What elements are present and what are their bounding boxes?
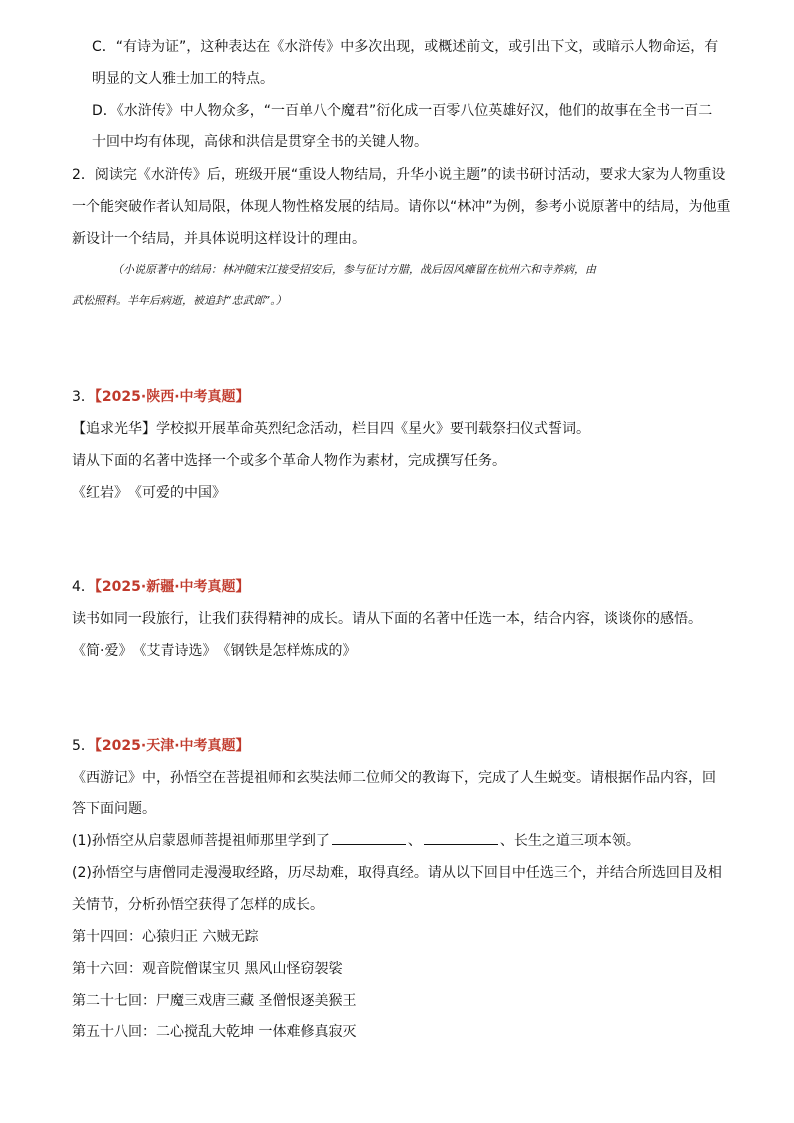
option-c-line-2: 明显的文人雅士加工的特点。 xyxy=(92,71,274,87)
q4-source-tag: 【2025·新疆·中考真题】 xyxy=(94,579,250,595)
q5-chapter-16: 第十六回：观音院僧谋宝贝 黑风山怪窃袈裟 xyxy=(72,961,343,977)
q3-source-tag: 【2025·陕西·中考真题】 xyxy=(94,389,250,405)
q5-source-tag: 【2025·天津·中考真题】 xyxy=(94,738,250,754)
q5-header xyxy=(72,736,250,756)
q5-sub1 xyxy=(72,831,640,851)
answer-blank-2[interactable] xyxy=(424,831,498,845)
q4-header xyxy=(72,577,250,597)
q3-header xyxy=(72,387,250,407)
option-d-line-2: 十回中均有体现，高俅和洪信是贯穿全书的关键人物。 xyxy=(92,134,428,150)
q4-number: 4． xyxy=(72,579,95,595)
q2-note-line-2: 武松照料。半年后病逝，被追封“忠武郎”。） xyxy=(72,294,287,307)
q5-sub1-prefix: (1)孙悟空从启蒙恩师菩提祖师那里学到了 xyxy=(72,833,330,849)
option-d-line-1: D．《水浒传》中人物众多，“一百单八个魔君”衍化成一百零八位英雄好汉，他们的故事在全书一百二 xyxy=(92,103,713,119)
q2-line-3: 新设计一个结局，并具体说明这样设计的理由。 xyxy=(72,231,366,247)
q5-sub1-suffix: 、长生之道三项本领。 xyxy=(499,833,640,849)
q4-books: 《简·爱》 《艾青诗选》 《钢铁是怎样炼成的》 xyxy=(72,643,357,659)
q5-chapter-58: 第五十八回：二心搅乱大乾坤 一体难修真寂灭 xyxy=(72,1024,357,1040)
q3-line-2: 请从下面的名著中选择一个或多个革命人物作为素材，完成撰写任务。 xyxy=(72,453,506,469)
q3-books: 《红岩》 《可爱的中国》 xyxy=(72,485,226,501)
q5-chapter-27: 第二十七回：尸魔三戏唐三藏 圣僧恨逐美猴王 xyxy=(72,993,357,1009)
q5-sub1-separator: 、 xyxy=(407,833,422,849)
q3-line-1: 【追求光华】学校拟开展革命英烈纪念活动，栏目四《星火》要刊载祭扫仪式誓词。 xyxy=(72,421,590,437)
q5-sub2-line-1: (2)孙悟空与唐僧同走漫漫取经路，历尽劫难，取得真经。请从以下回目中任选三个，并结合所选回目及相 xyxy=(72,865,722,881)
option-c-line-1: C．“有诗为证”，这种表达在《水浒传》中多次出现，或概述前文，或引出下文，或暗示人物命运，有 xyxy=(92,39,719,55)
q5-line-1: 《西游记》中，孙悟空在菩提祖师和玄奘法师二位师父的教诲下，完成了人生蜕变。请根据作品内容，回 xyxy=(72,770,716,786)
q5-sub2-line-2: 关情节，分析孙悟空获得了怎样的成长。 xyxy=(72,897,324,913)
q5-line-2: 答下面问题。 xyxy=(72,801,156,817)
q5-number: 5． xyxy=(72,738,95,754)
q4-line-1: 读书如同一段旅行，让我们获得精神的成长。请从下面的名著中任选一本，结合内容，谈谈你的感悟。 xyxy=(72,611,702,627)
q2-line-1: 2．阅读完《水浒传》后，班级开展“重设人物结局，升华小说主题”的读书研讨活动，要求大家为人物重设 xyxy=(72,167,726,183)
q2-line-2: 一个能突破作者认知局限，体现人物性格发展的结局。请你以“林冲”为例，参考小说原著中的结局，为他重 xyxy=(72,199,731,215)
q2-note-line-1: （小说原著中的结局：林冲随宋江接受招安后，参与征讨方腊，战后因风瘫留在杭州六和寺养病，由 xyxy=(112,263,596,276)
q5-chapter-14: 第十四回：心猿归正 六贼无踪 xyxy=(72,929,259,945)
answer-blank-1[interactable] xyxy=(332,831,406,845)
q3-number: 3． xyxy=(72,389,95,405)
